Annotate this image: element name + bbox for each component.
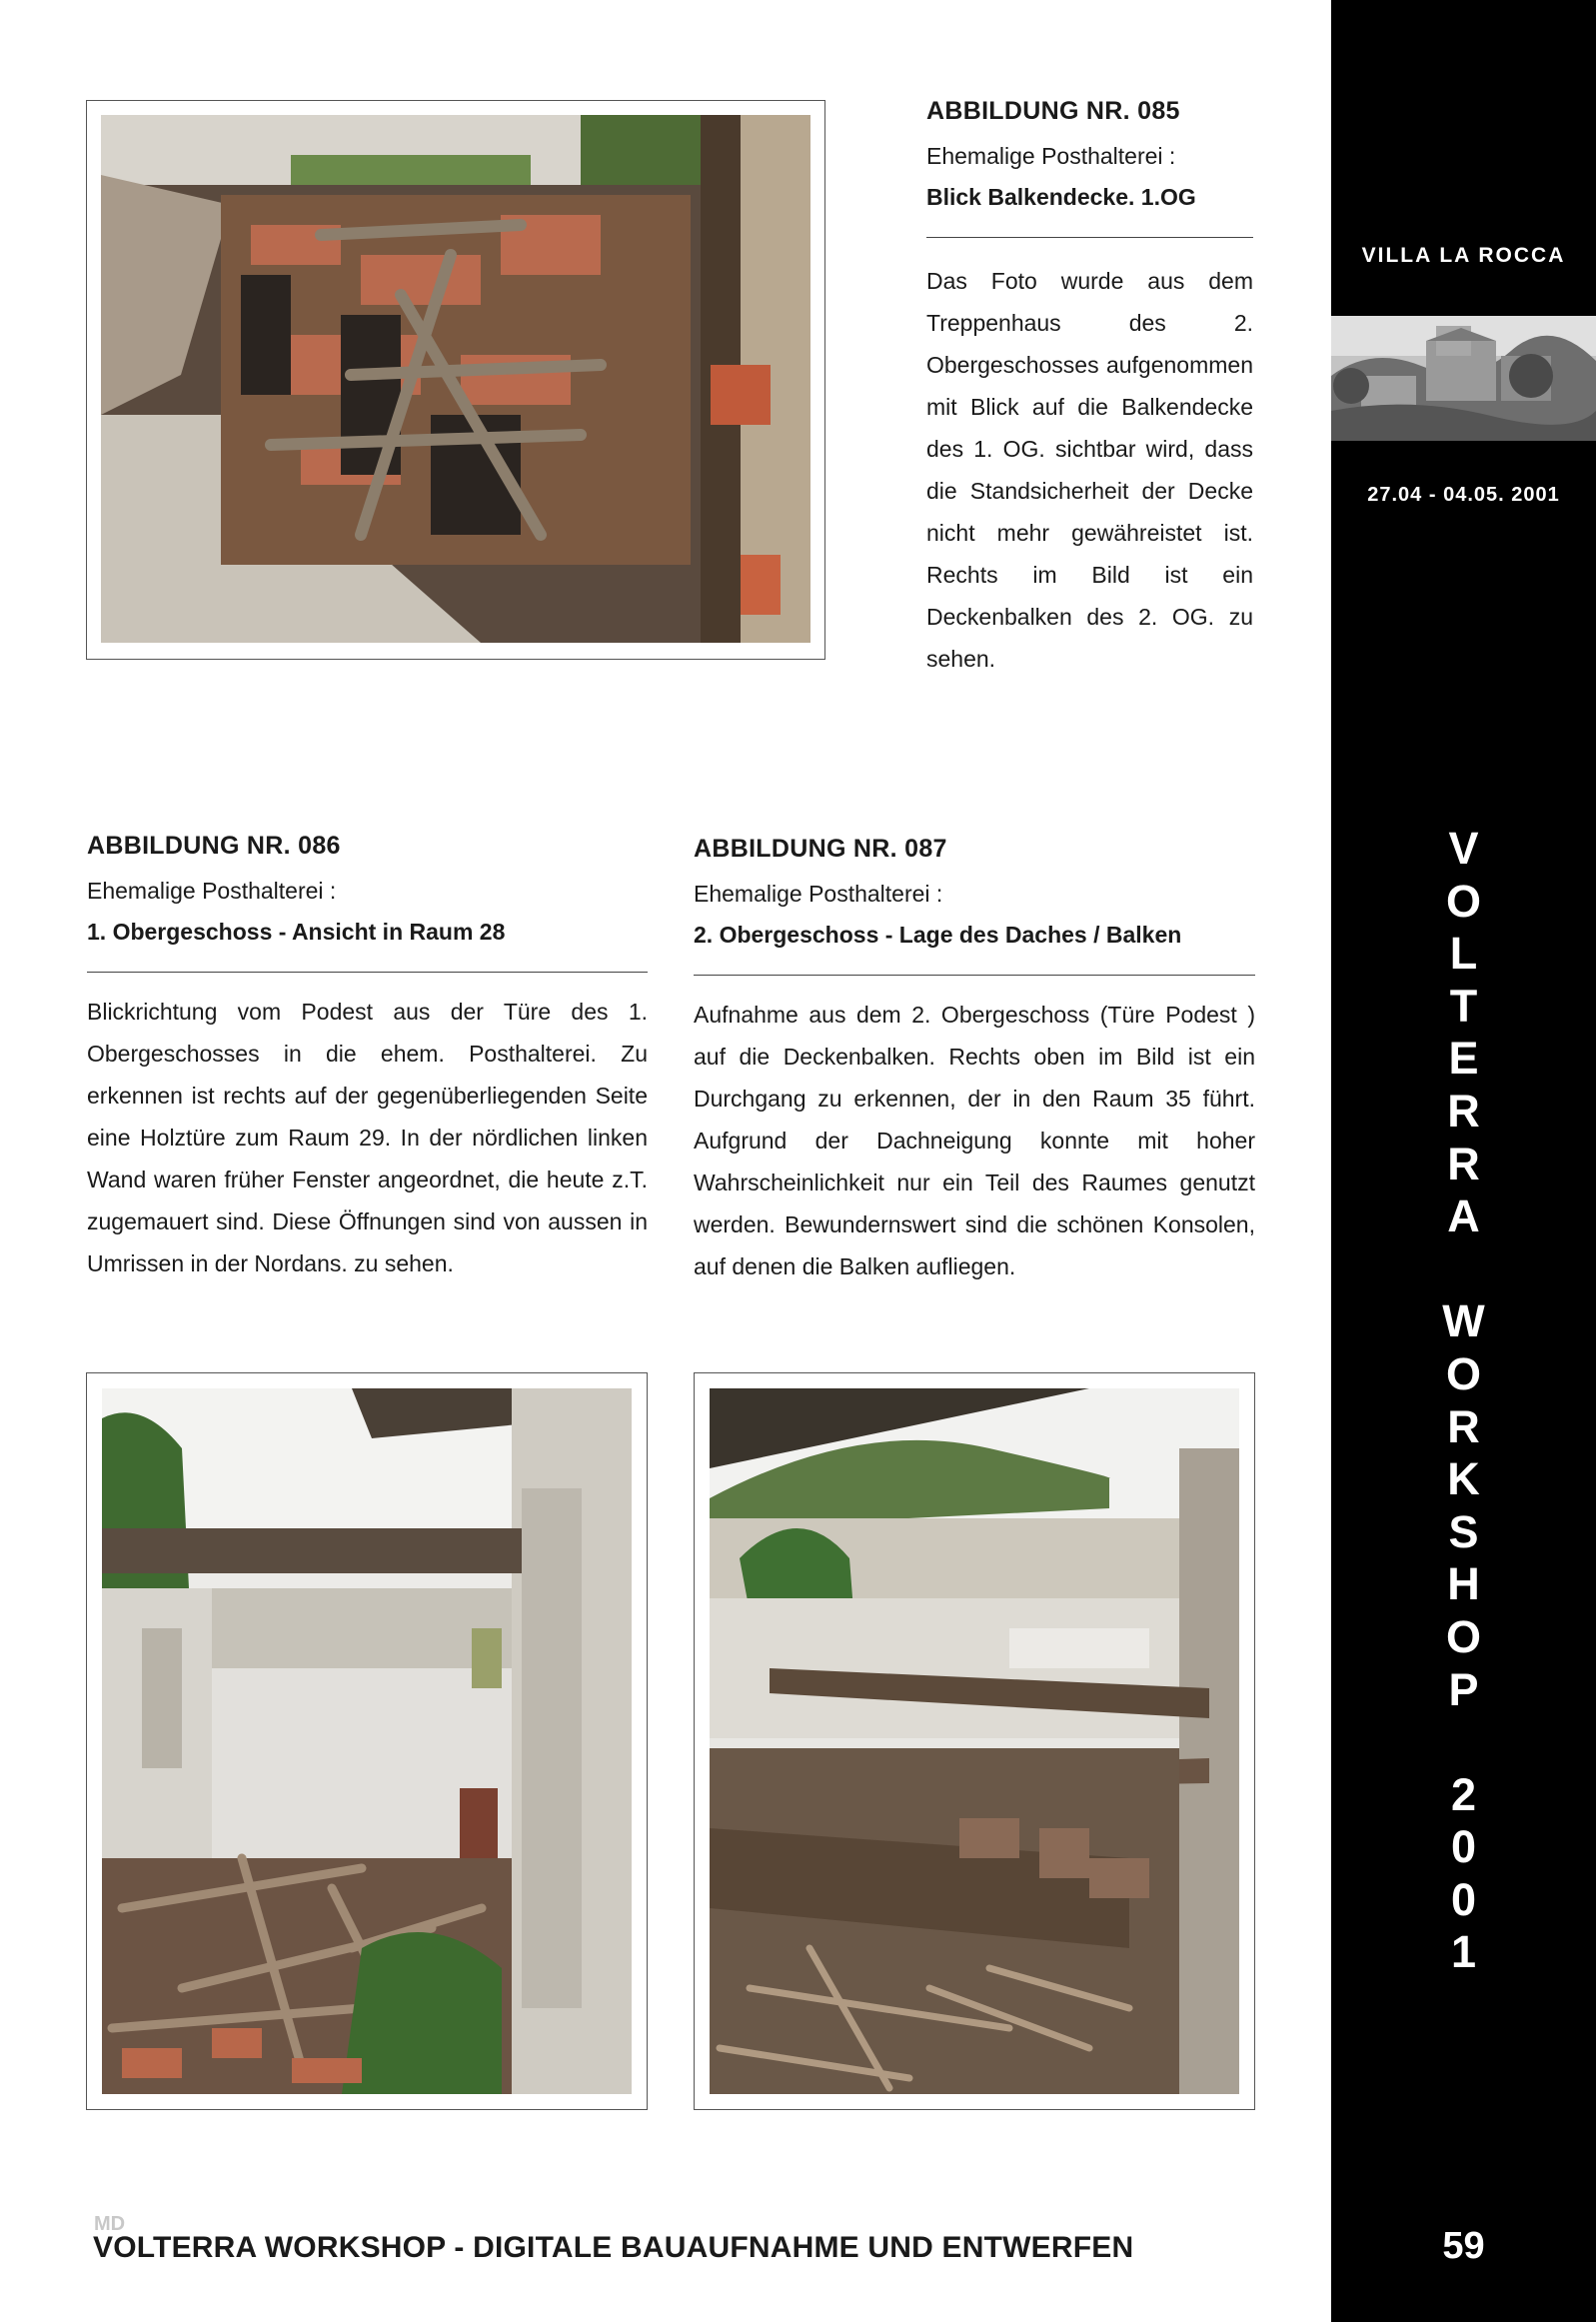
sidebar-vertical-letter: O <box>1445 875 1481 927</box>
sidebar-vertical-letter: K <box>1447 1453 1480 1505</box>
photo-085-ceiling-beams <box>101 115 810 643</box>
sidebar-vertical-letter: E <box>1448 1033 1479 1085</box>
caption-085-heading: ABBILDUNG NR. 085 <box>926 97 1180 125</box>
caption-087-sub: Ehemalige Posthalterei : <box>694 881 943 907</box>
page-number: 59 <box>1442 2225 1485 2267</box>
photo-087-roof-beams <box>710 1388 1239 2094</box>
footer-title: VOLTERRA WORKSHOP - DIGITALE BAUAUFNAHME UND ENTWERFEN <box>93 2231 1134 2264</box>
caption-087-divider <box>694 975 1255 976</box>
sidebar-vertical-letter: O <box>1445 1347 1481 1399</box>
sidebar-vertical-letter: P <box>1448 1663 1479 1715</box>
caption-086-heading: ABBILDUNG NR. 086 <box>87 832 341 860</box>
sidebar-vertical-letter: R <box>1447 1085 1480 1137</box>
sidebar-date: 27.04 - 04.05. 2001 <box>1367 484 1560 506</box>
photo-frame-087 <box>694 1372 1255 2110</box>
sidebar-vertical-letter: 2 <box>1450 1768 1477 1820</box>
caption-087-body: Aufnahme aus dem 2. Obergeschoss (Türe Podest ) auf die Deckenbalken. Rechts oben im Bild ist ein Durchgang zu erkennen, der in den Raum 35 führt. Aufgrund der Dachneigung konnte mit hoher Wahrscheinlichkeit nur ein Teil des Raumes genutzt werden. Bewundernswert sind die schönen Konsolen, auf denen die Balken aufliegen. <box>694 1002 1255 1279</box>
sidebar-vertical-title <box>1331 823 1596 1979</box>
sidebar-vertical-letter: R <box>1447 1400 1480 1452</box>
footer-watermark: MD <box>94 2213 126 2235</box>
sidebar-vertical-letter: S <box>1448 1505 1479 1557</box>
sidebar-title: VILLA LA ROCCA <box>1361 244 1566 267</box>
caption-085-divider <box>926 237 1253 238</box>
caption-085-subtitle: Blick Balkendecke. 1.OG <box>926 184 1196 210</box>
sidebar-vertical-letter: R <box>1447 1138 1480 1189</box>
caption-085 <box>926 97 1253 680</box>
sidebar-vertical-letter: H <box>1447 1558 1480 1610</box>
caption-087-subtitle: 2. Obergeschoss - Lage des Daches / Balken <box>694 922 1182 948</box>
sidebar-vertical-letter: A <box>1447 1190 1480 1242</box>
sidebar-vertical-letter: T <box>1449 980 1478 1032</box>
sidebar-vertical-letter: 1 <box>1450 1926 1477 1978</box>
sidebar-vertical-letter: 0 <box>1450 1873 1477 1925</box>
sidebar-vertical-letter: V <box>1448 823 1479 874</box>
sidebar <box>1331 0 1596 2322</box>
sidebar-vertical-gap <box>1331 1716 1596 1769</box>
caption-086-divider <box>87 972 648 973</box>
sidebar-vertical-letter: 0 <box>1450 1821 1477 1873</box>
caption-086-subtitle: 1. Obergeschoss - Ansicht in Raum 28 <box>87 919 506 945</box>
sidebar-vertical-gap <box>1331 1243 1596 1296</box>
villa-thumbnail-image <box>1331 316 1596 441</box>
caption-087 <box>694 835 1255 1287</box>
caption-085-sub: Ehemalige Posthalterei : <box>926 143 1176 169</box>
sidebar-vertical-letter: L <box>1449 928 1478 980</box>
caption-086 <box>87 832 648 1284</box>
caption-085-body: Das Foto wurde aus dem Treppenhaus des 2. Obergeschosses aufgenommen mit Blick auf die Balkendecke des 1. OG. sichtbar wird, dass die Standsicherheit der Decke nicht mehr gewähreistet ist. Rechts im Bild ist ein Deckenbalken des 2. OG. zu sehen. <box>926 268 1253 672</box>
sidebar-vertical-letter: O <box>1445 1610 1481 1662</box>
caption-086-body: Blickrichtung vom Podest aus der Türe des 1. Obergeschosses in die ehem. Posthalterei. Zu erkennen ist rechts auf der gegenüberliegenden Seite eine Holztüre zum Raum 29. In der nördlichen linken Wand waren früher Fenster angeordnet, die heute z.T. zugemauert sind. Diese Öffnungen sind von aussen in Umrissen in der Nordans. zu sehen. <box>87 999 648 1276</box>
caption-087-heading: ABBILDUNG NR. 087 <box>694 835 947 863</box>
sidebar-vertical-letter: W <box>1442 1295 1485 1347</box>
photo-086-room-28 <box>102 1388 632 2094</box>
photo-frame-086 <box>86 1372 648 2110</box>
caption-086-sub: Ehemalige Posthalterei : <box>87 878 337 904</box>
photo-frame-085 <box>86 100 825 660</box>
